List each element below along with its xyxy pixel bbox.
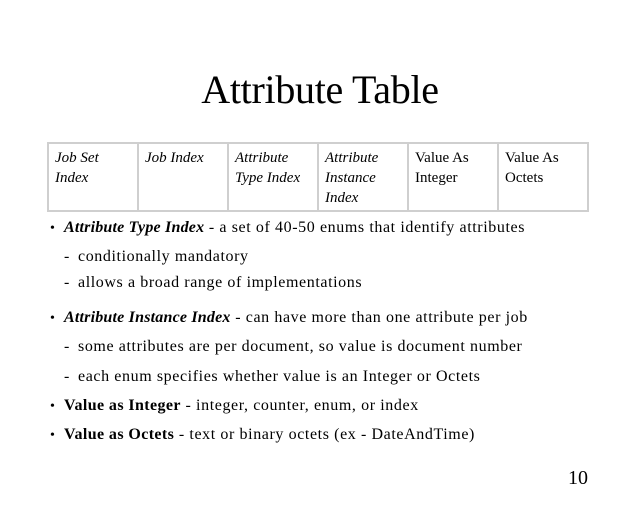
dash-icon: - <box>64 368 70 385</box>
sub-item <box>64 335 522 359</box>
col-attribute-instance-index: Attribute Instance Index <box>318 143 408 211</box>
bullet-value-as-octets <box>50 423 475 448</box>
bullet-term: Value as Integer <box>64 397 181 414</box>
bullet-term: Attribute Type Index <box>64 219 205 236</box>
dash-icon: - <box>64 338 70 355</box>
sub-item <box>64 245 249 269</box>
sub-item <box>64 271 362 295</box>
sub-item-text: conditionally mandatory <box>78 248 249 265</box>
dash-icon: - <box>64 274 70 291</box>
bullet-icon: • <box>50 221 56 236</box>
attribute-table <box>47 142 589 212</box>
bullet-text: - integer, counter, enum, or index <box>180 397 419 414</box>
bullet-attribute-instance-index <box>50 306 528 331</box>
bullet-term: Attribute Instance Index <box>64 309 231 326</box>
page-number: 10 <box>568 467 588 489</box>
bullet-icon: • <box>50 399 56 414</box>
bullet-value-as-integer <box>50 394 419 419</box>
bullet-term: Value as Octets <box>64 426 175 443</box>
slide-title: Attribute Table <box>201 67 439 112</box>
col-job-set-index: Job Set Index <box>48 143 138 211</box>
bullet-icon: • <box>50 428 56 443</box>
dash-icon: - <box>64 248 70 265</box>
col-value-as-octets: Value As Octets <box>498 143 588 211</box>
bullet-text: - text or binary octets (ex - DateAndTime) <box>174 426 475 443</box>
sub-item <box>64 365 481 389</box>
col-job-index: Job Index <box>138 143 228 211</box>
col-attribute-type-index: Attribute Type Index <box>228 143 318 211</box>
bullet-text: - a set of 40-50 enums that identify attributes <box>204 219 526 236</box>
col-value-as-integer: Value As Integer <box>408 143 498 211</box>
table-header-row <box>48 143 588 211</box>
bullet-icon: • <box>50 311 56 326</box>
bullet-text: - can have more than one attribute per job <box>230 309 528 326</box>
bullet-attribute-type-index <box>50 216 525 241</box>
sub-item-text: allows a broad range of implementations <box>78 274 363 291</box>
sub-item-text: each enum specifies whether value is an Integer or Octets <box>78 368 481 385</box>
sub-item-text: some attributes are per document, so value is document number <box>78 338 523 355</box>
